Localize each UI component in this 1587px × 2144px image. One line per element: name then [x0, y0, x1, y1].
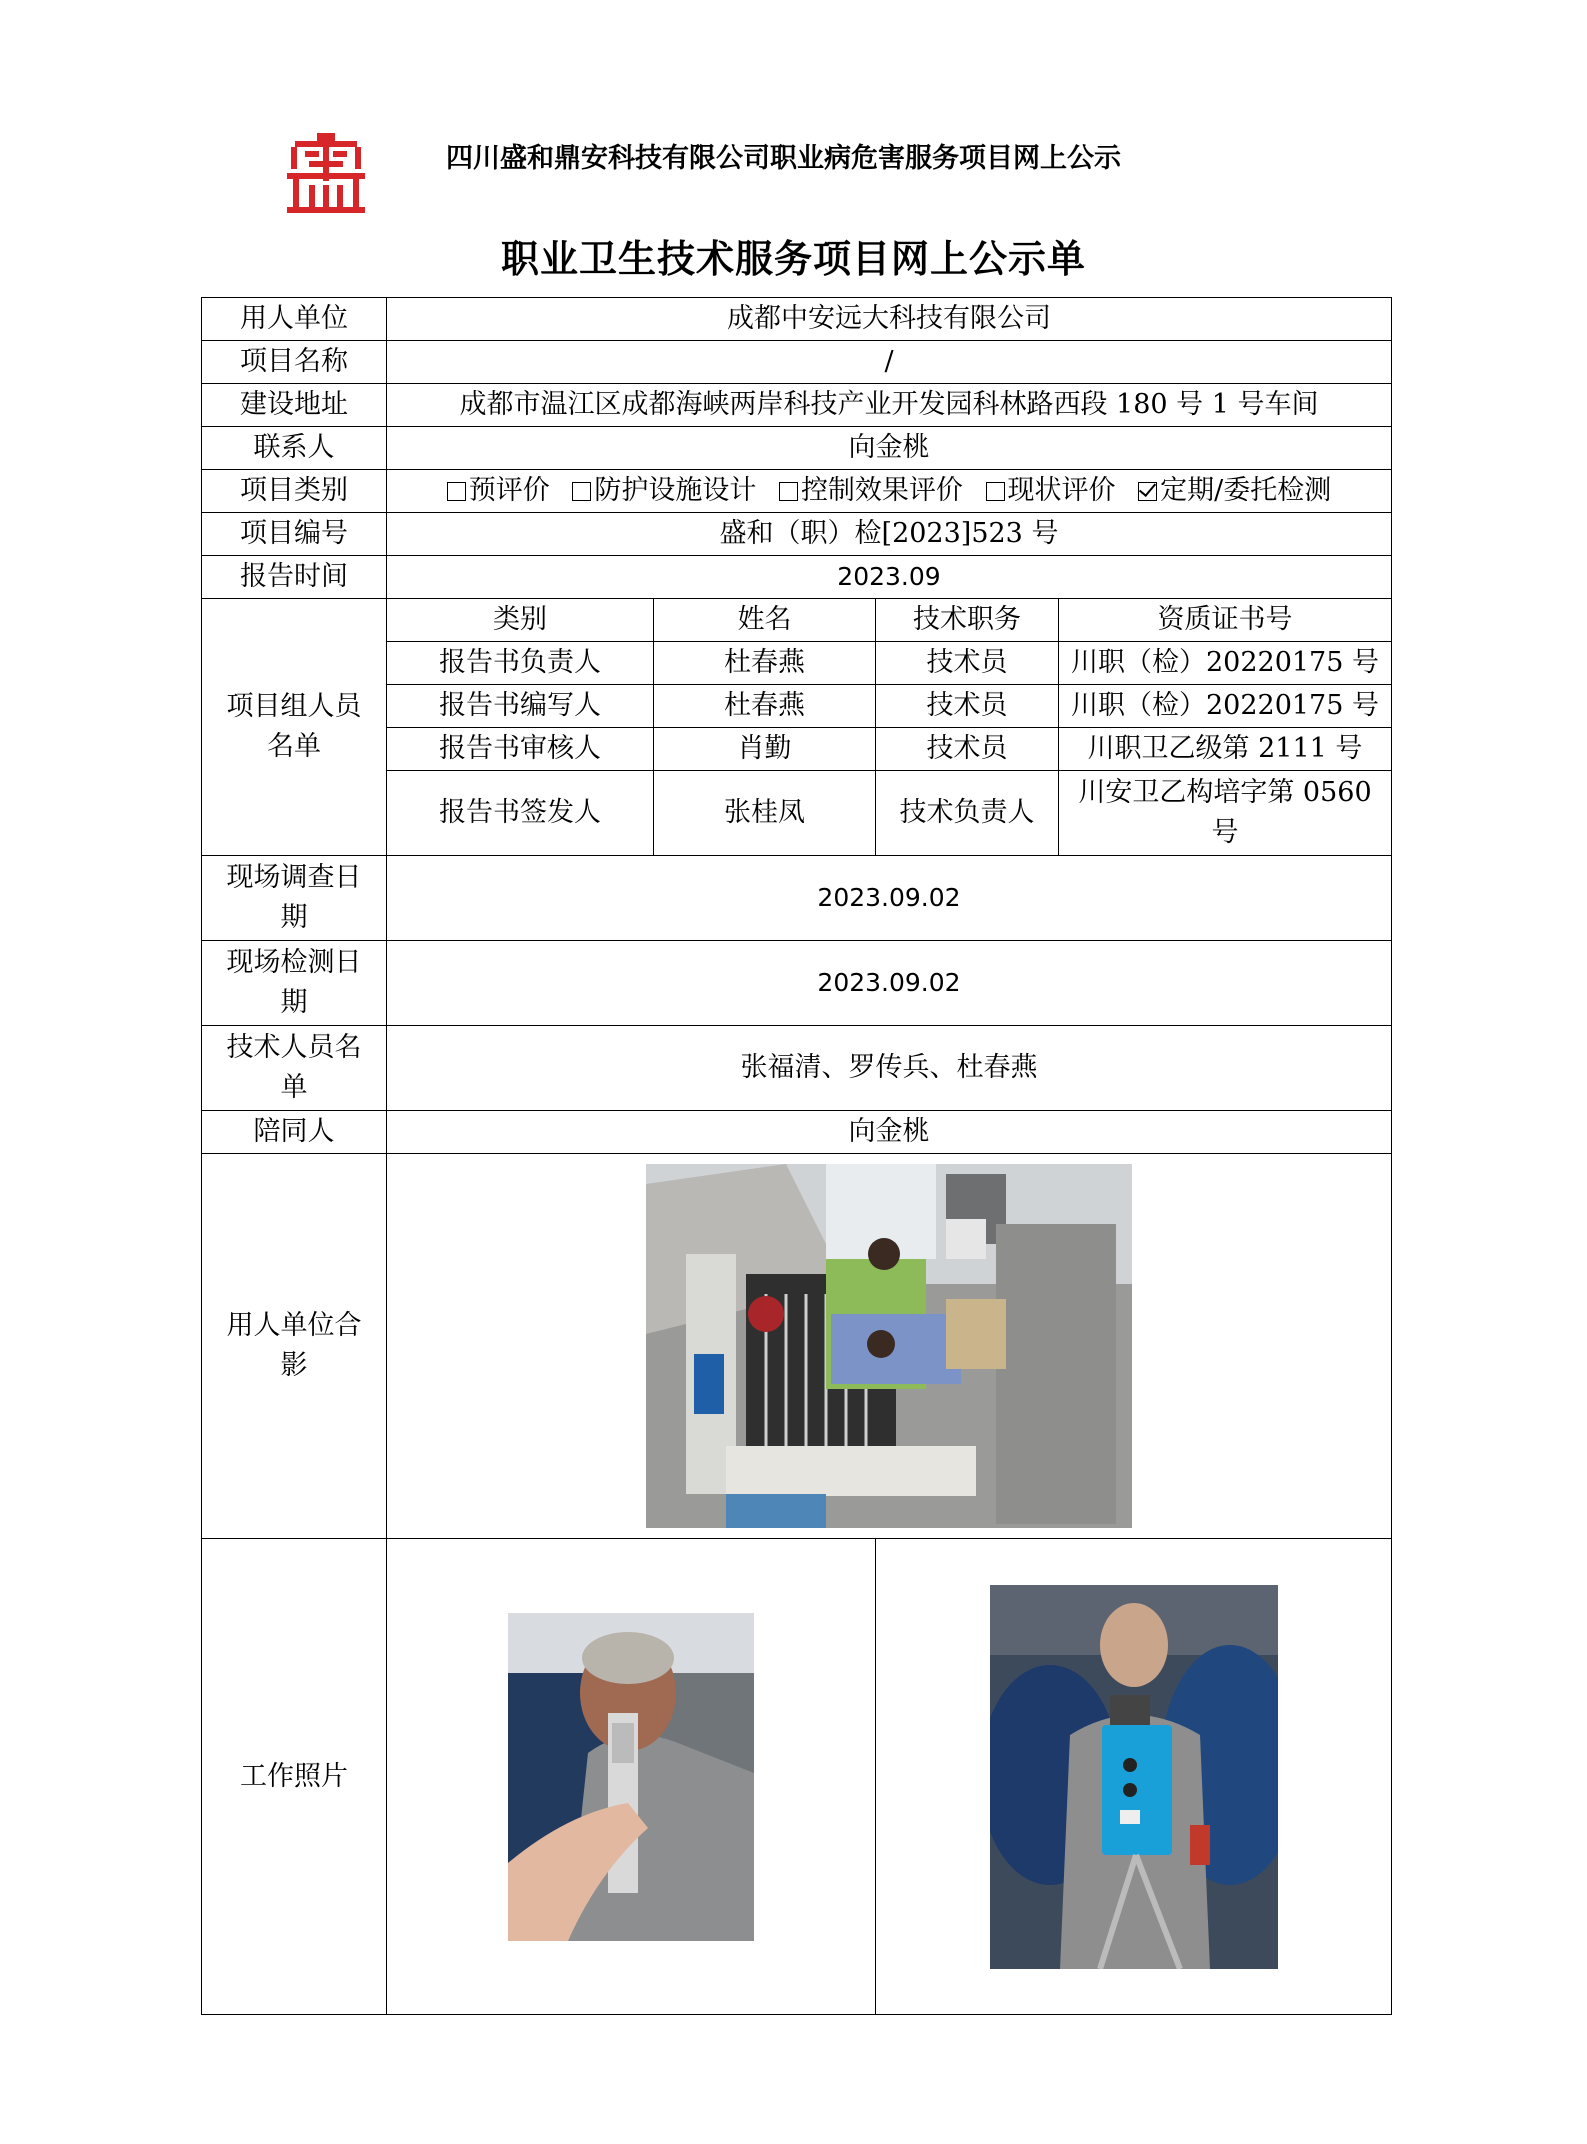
category-label: 项目类别: [202, 470, 387, 513]
member-title: 技术员: [876, 685, 1059, 728]
row-report-time: [202, 556, 1392, 599]
address-label: 建设地址: [202, 384, 387, 427]
row-project-no: [202, 513, 1392, 556]
work-photos-label: 工作照片: [202, 1539, 387, 2015]
category-option-label: 现状评价: [1007, 475, 1116, 506]
report-time-label: 报告时间: [202, 556, 387, 599]
category-option[interactable]: [447, 475, 550, 506]
row-category: [202, 470, 1392, 513]
member-title: 技术负责人: [876, 771, 1059, 856]
checkbox-icon: [572, 482, 591, 501]
address-value: 成都市温江区成都海峡两岸科技产业开发园科林路西段 180 号 1 号车间: [387, 384, 1392, 427]
member-cert: 川职（检）20220175 号: [1059, 642, 1392, 685]
category-option-label: 控制效果评价: [800, 475, 963, 506]
test-date-label: 现场检测日期: [202, 941, 387, 1026]
member-role: 报告书签发人: [387, 771, 654, 856]
group-photo-label: 用人单位合影: [202, 1154, 387, 1539]
row-technicians: [202, 1026, 1392, 1111]
row-work-photos: [202, 1539, 1392, 2015]
project-name-value: /: [387, 341, 1392, 384]
contact-value: 向金桃: [387, 427, 1392, 470]
row-companion: [202, 1111, 1392, 1154]
companion-value: 向金桃: [387, 1111, 1392, 1154]
category-option-label: 防护设施设计: [594, 475, 757, 506]
member-cert: 川职卫乙级第 2111 号: [1059, 728, 1392, 771]
member-name: 肖勤: [654, 728, 876, 771]
survey-date-value: 2023.09.02: [387, 856, 1392, 941]
report-time-value: 2023.09: [387, 556, 1392, 599]
row-address: [202, 384, 1392, 427]
sheng-logo-icon: [287, 133, 365, 213]
employer-value: 成都中安远大科技有限公司: [387, 298, 1392, 341]
org-title: 四川盛和鼎安科技有限公司职业病危害服务项目网上公示: [446, 143, 1121, 174]
contact-label: 联系人: [202, 427, 387, 470]
work-photo-cell-2: [876, 1539, 1392, 2015]
survey-date-label: 现场调查日期: [202, 856, 387, 941]
member-role: 报告书审核人: [387, 728, 654, 771]
row-contact: [202, 427, 1392, 470]
team-header-cell: 资质证书号: [1059, 599, 1392, 642]
work-photo-cell-1: [387, 1539, 876, 2015]
member-role: 报告书负责人: [387, 642, 654, 685]
member-cert: 川职（检）20220175 号: [1059, 685, 1392, 728]
work-photo-1: [508, 1613, 754, 1941]
team-header-cell: 姓名: [654, 599, 876, 642]
row-project-name: [202, 341, 1392, 384]
project-no-label: 项目编号: [202, 513, 387, 556]
member-name: 杜春燕: [654, 685, 876, 728]
category-options: [387, 470, 1392, 513]
category-option[interactable]: [572, 475, 756, 506]
team-label: 项目组人员名单: [202, 599, 387, 856]
category-option[interactable]: [779, 475, 963, 506]
companion-label: 陪同人: [202, 1111, 387, 1154]
row-survey-date: [202, 856, 1392, 941]
member-role: 报告书编写人: [387, 685, 654, 728]
group-photo: [646, 1164, 1132, 1528]
team-header-cell: 技术职务: [876, 599, 1059, 642]
project-no-value: 盛和（职）检[2023]523 号: [387, 513, 1392, 556]
employer-label: 用人单位: [202, 298, 387, 341]
row-employer: [202, 298, 1392, 341]
checkbox-icon: [779, 482, 798, 501]
checkbox-icon: [986, 482, 1005, 501]
member-name: 张桂凤: [654, 771, 876, 856]
member-title: 技术员: [876, 642, 1059, 685]
team-header-row: [202, 599, 1392, 642]
company-logo: [287, 133, 365, 213]
technicians-value: 张福清、罗传兵、杜春燕: [387, 1026, 1392, 1111]
project-name-label: 项目名称: [202, 341, 387, 384]
category-option[interactable]: [986, 475, 1116, 506]
group-photo-cell: [387, 1154, 1392, 1539]
team-header-cell: 类别: [387, 599, 654, 642]
member-name: 杜春燕: [654, 642, 876, 685]
checkbox-icon: [1138, 482, 1157, 501]
member-title: 技术员: [876, 728, 1059, 771]
category-option-label: 预评价: [468, 475, 550, 506]
row-group-photo: [202, 1154, 1392, 1539]
disclosure-form: [201, 297, 1392, 2015]
doc-title: 职业卫生技术服务项目网上公示单: [500, 236, 1086, 281]
category-option-label: 定期/委托检测: [1160, 475, 1332, 506]
member-cert: 川安卫乙构培字第 0560 号: [1059, 771, 1392, 856]
technicians-label: 技术人员名单: [202, 1026, 387, 1111]
checkbox-icon: [447, 482, 466, 501]
test-date-value: 2023.09.02: [387, 941, 1392, 1026]
work-photo-2: [990, 1585, 1278, 1969]
row-test-date: [202, 941, 1392, 1026]
category-option[interactable]: [1138, 475, 1331, 506]
